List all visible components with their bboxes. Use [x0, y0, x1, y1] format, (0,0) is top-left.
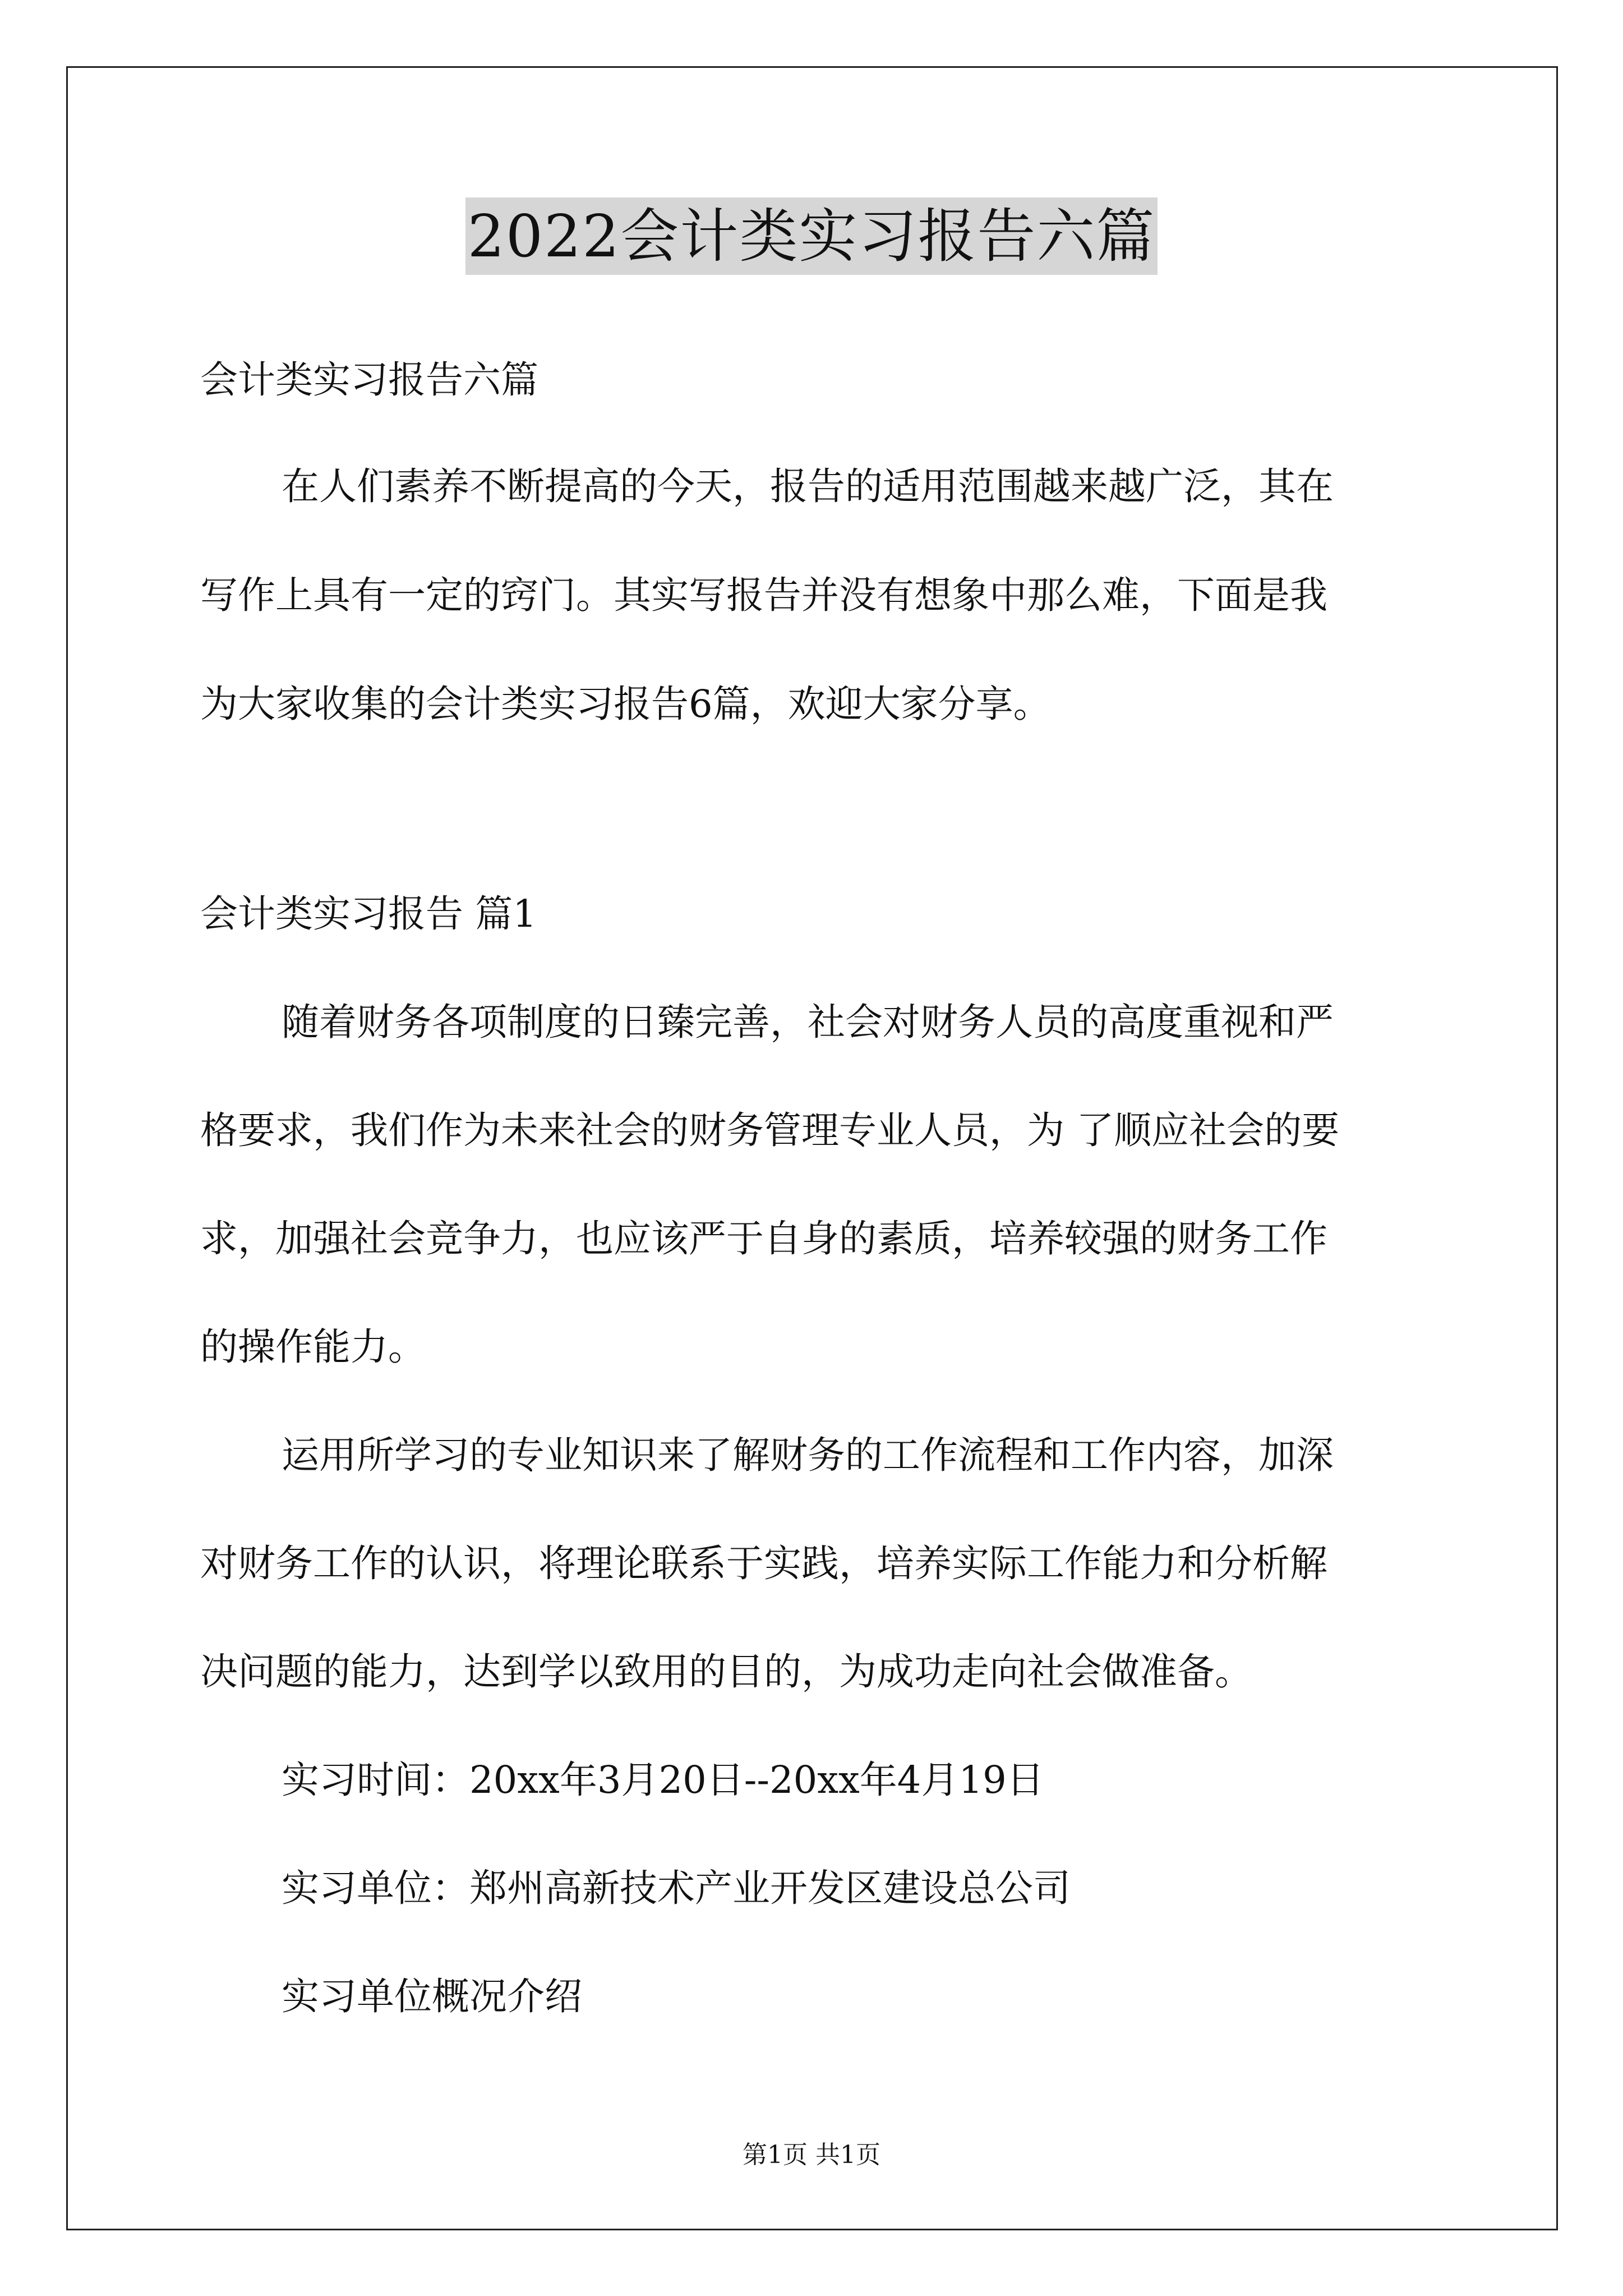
para2-line-1: 运用所学习的专业知识来了解财务的工作流程和工作内容，加深	[282, 1433, 1334, 1477]
para1-line-2: 格要求，我们作为未来社会的财务管理专业人员，为 了顺应社会的要	[200, 1108, 1340, 1152]
section-heading: 会计类实习报告 篇1	[200, 892, 537, 936]
page-footer: 第1页 共1页	[743, 2141, 880, 2169]
doc-subtitle: 会计类实习报告六篇	[200, 358, 538, 402]
unit-overview-heading: 实习单位概况介绍	[282, 1975, 582, 2018]
para2-line-2: 对财务工作的认识，将理论联系于实践，培养实际工作能力和分析解	[200, 1542, 1327, 1585]
internship-time: 实习时间：20xx年3月20日--20xx年4月19日	[282, 1758, 1044, 1802]
para1-line-1: 随着财务各项制度的日臻完善，社会对财务人员的高度重视和严	[282, 1000, 1334, 1044]
intro-line-3: 为大家收集的会计类实习报告6篇，欢迎大家分享。	[200, 682, 1051, 726]
title-container	[0, 197, 1623, 275]
internship-unit: 实习单位：郑州高新技术产业开发区建设总公司	[282, 1866, 1071, 1910]
intro-line-2: 写作上具有一定的窍门。其实写报告并没有想象中那么难，下面是我	[200, 573, 1327, 617]
document-title: 2022会计类实习报告六篇	[465, 197, 1158, 275]
para1-line-4: 的操作能力。	[200, 1325, 426, 1369]
intro-line-1: 在人们素养不断提高的今天，报告的适用范围越来越广泛，其在	[282, 464, 1334, 508]
para1-line-3: 求，加强社会竞争力，也应该严于自身的素质，培养较强的财务工作	[200, 1217, 1327, 1260]
para2-line-3: 决问题的能力，达到学以致用的目的，为成功走向社会做准备。	[200, 1650, 1252, 1694]
